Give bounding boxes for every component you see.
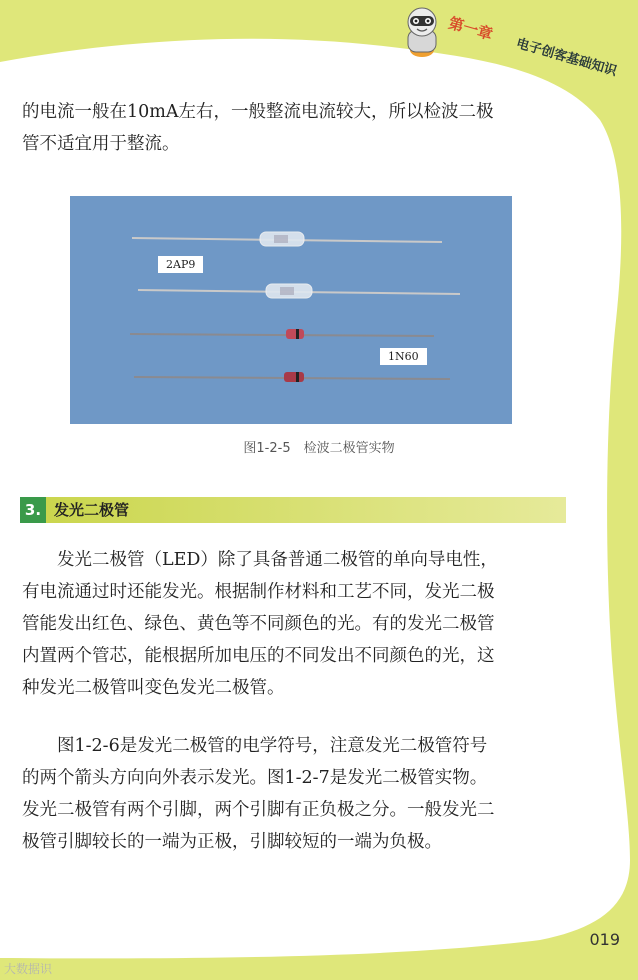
text-line: 管能发出红色、绿色、黄色等不同颜色的光。有的发光二极管 — [22, 614, 495, 634]
page-number: 019 — [589, 930, 620, 949]
chapter-number: 第一章 — [446, 13, 495, 44]
text-line: 有电流通过时还能发光。根据制作材料和工艺不同，发光二极 — [22, 582, 495, 602]
body-text-top — [22, 96, 582, 160]
glass-diode-2 — [138, 284, 460, 298]
text-line: 的两个箭头方向向外表示发光。图1-2-7是发光二极管实物。 — [22, 768, 488, 788]
text-line: 极管引脚较长的一端为正极，引脚较短的一端为负极。 — [22, 832, 442, 852]
diode-illustration — [70, 196, 512, 424]
chapter-title: 电子创客基础知识 — [514, 36, 619, 80]
figure-caption: 图1-2-5 检波二极管实物 — [243, 441, 395, 456]
text-line: 管不适宜用于整流。 — [22, 134, 180, 154]
red-diode-1 — [130, 329, 434, 339]
text-line: 内置两个管芯，能根据所加电压的不同发出不同颜色的光，这 — [22, 646, 495, 666]
text-line: 发光二极管（LED）除了具备普通二极管的单向导电性， — [57, 550, 498, 570]
section-number: 3. — [20, 497, 46, 523]
text-line: 发光二极管有两个引脚，两个引脚有正负极之分。一般发光二 — [22, 800, 495, 820]
label-2ap9: 2AP9 — [158, 256, 203, 273]
red-diode-2 — [134, 372, 450, 382]
paragraph-led-intro — [22, 544, 582, 704]
text-line: 的电流一般在10mA左右，一般整流电流较大，所以检波二极 — [22, 102, 494, 122]
section-title: 发光二极管 — [54, 501, 130, 519]
text-line: 图1-2-6是发光二极管的电学符号，注意发光二极管符号 — [57, 736, 488, 756]
watermark: 大数据识 — [4, 962, 53, 976]
glass-diode-1 — [132, 232, 442, 246]
paragraph-led-symbol — [22, 730, 582, 858]
label-1n60: 1N60 — [380, 348, 427, 365]
diode-photo — [70, 196, 512, 424]
text-line: 种发光二极管叫变色发光二极管。 — [22, 678, 285, 698]
